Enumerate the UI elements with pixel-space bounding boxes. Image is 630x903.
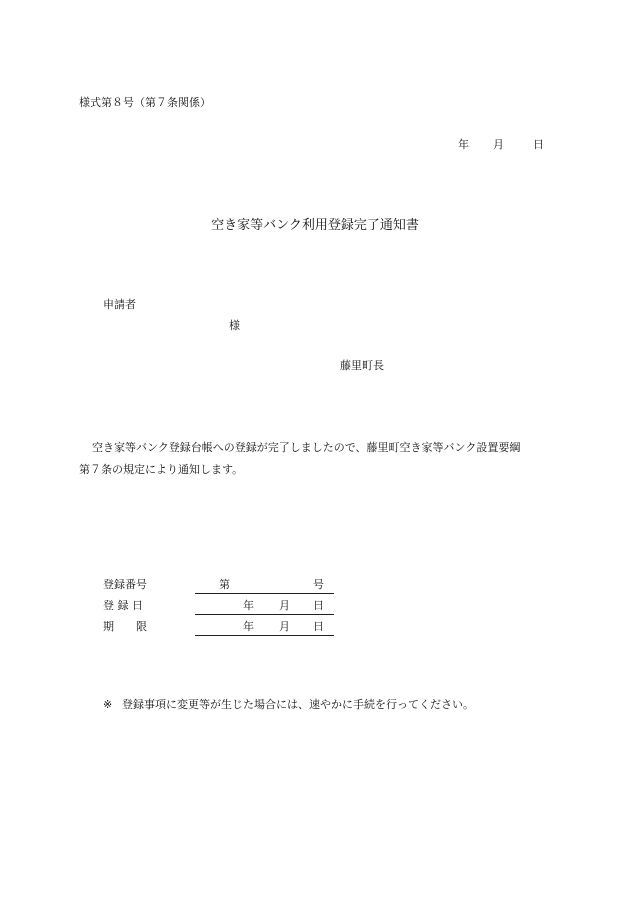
note-mark: ※ (103, 698, 113, 711)
body-line-2: 第７条の規定により通知します。 (79, 463, 244, 476)
body-text (79, 437, 551, 481)
period-label: 期 限 (103, 620, 147, 633)
registration-number-row (103, 578, 324, 592)
registration-date-field (195, 599, 334, 615)
registration-number-suffix: 号 (313, 578, 324, 591)
period-month: 月 (279, 620, 290, 633)
registration-date-row (103, 599, 324, 613)
applicant-label: 申請者 (103, 298, 136, 311)
period-field (195, 620, 334, 636)
document-title: 空き家等バンク利用登録完了通知書 (211, 218, 419, 233)
date-month: 月 (493, 138, 504, 151)
note (103, 698, 474, 712)
registration-number-field (195, 578, 334, 594)
date-year: 年 (458, 138, 469, 151)
note-text: 登録事項に変更等が生じた場合には、速やかに手続を行ってください。 (122, 698, 474, 711)
date-line (458, 138, 544, 152)
body-line-1: 空き家等バンク登録台帳への登録が完了しましたので、藤里町空き家等バンク設置要綱 (92, 441, 521, 454)
registration-number-prefix: 第 (219, 578, 230, 591)
registration-number-label: 登録番号 (103, 578, 147, 591)
honorific: 様 (229, 319, 240, 332)
period-year: 年 (243, 620, 254, 633)
registration-date-year: 年 (243, 599, 254, 612)
period-day: 日 (313, 620, 324, 633)
form-number: 様式第８号（第７条関係） (79, 96, 211, 109)
registration-date-label: 登 録 日 (103, 599, 143, 612)
period-row (103, 620, 324, 634)
issuer: 藤里町長 (340, 359, 384, 372)
registration-date-month: 月 (279, 599, 290, 612)
date-day: 日 (533, 138, 544, 151)
registration-date-day: 日 (313, 599, 324, 612)
